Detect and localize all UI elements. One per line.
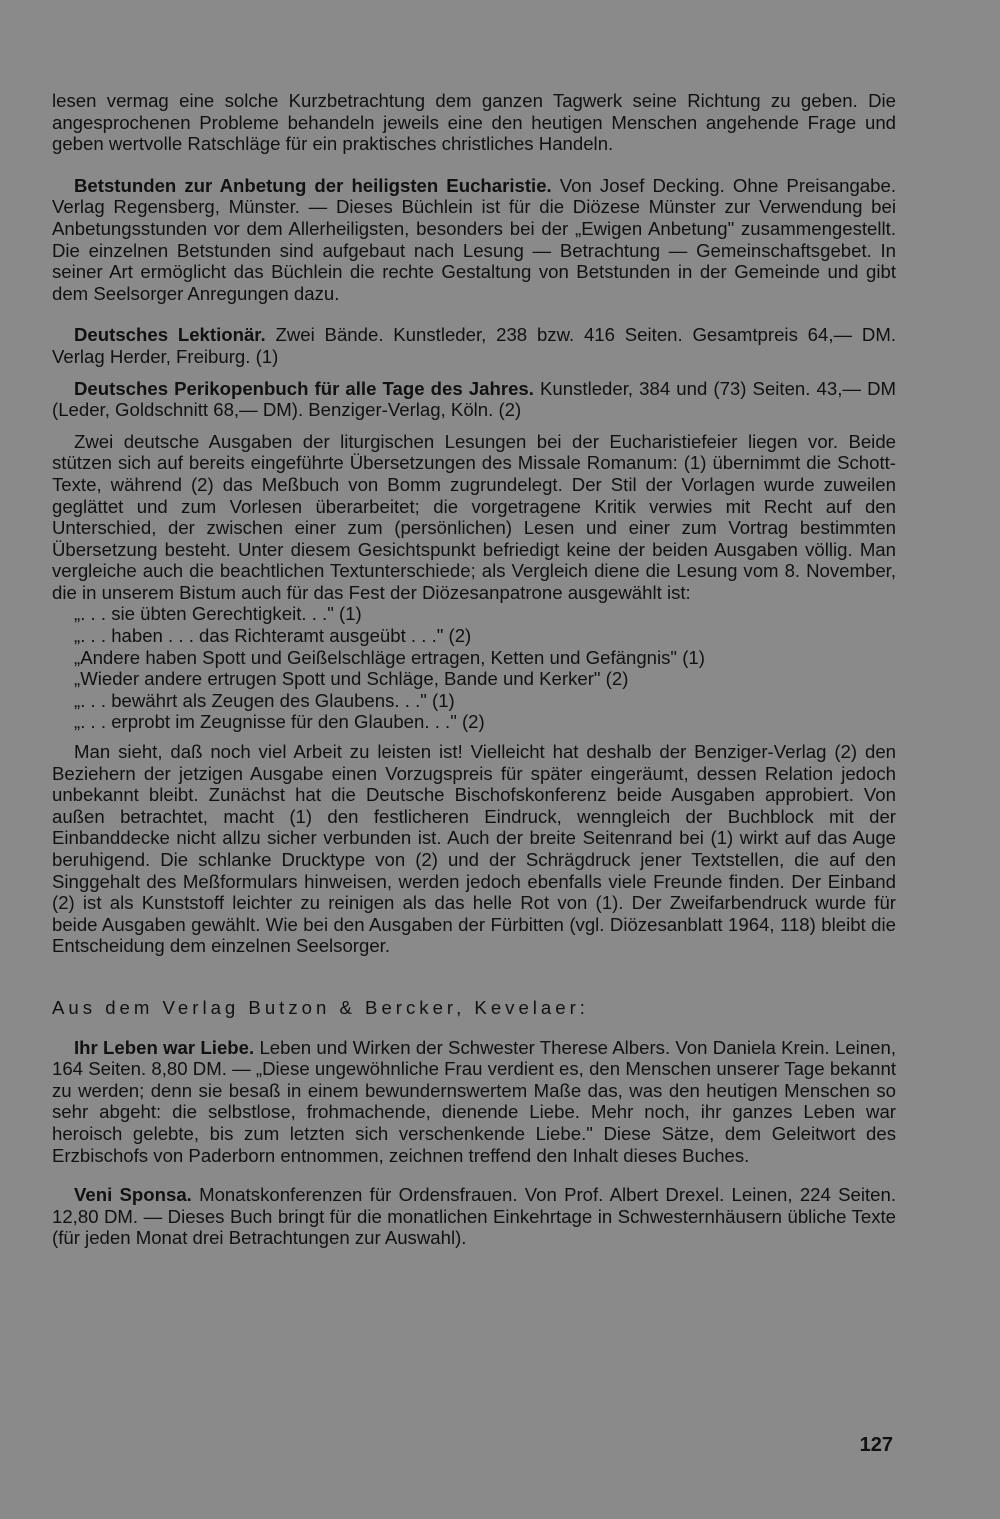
page-number: 127 xyxy=(859,1434,893,1456)
quote-item: „Andere haben Spott und Geißelschläge ertragen, Ketten und Gefängnis" (1) xyxy=(74,646,705,668)
quote-item: „. . . sie übten Gerechtigkeit. . ." (1) xyxy=(74,603,362,625)
book-title-betstunden: Betstunden zur Anbetung der heiligsten Eucharistie. xyxy=(74,174,552,196)
section-heading-publisher: Aus dem Verlag Butzon & Bercker, Kevelaer: xyxy=(52,996,589,1018)
paragraph-comparison: Zwei deutsche Ausgaben der liturgischen Lesungen bei der Eucharistiefeier liegen vor. Beide stützen sich auf bereits eingeführte Übersetzungen des Missale Romanum: (1) übernimmt die Schott-Texte, während (2) das Meßbuch von Bomm zugrundelegt. Der Stil der Vorlagen wurde zuweilen geglättet und zum Vorlesen überarbeitet; die vorgetragene Kritik verwies mit Recht auf den Unterschied, der zwischen einer zum (persönlichen) Lesen und einer zum Vortrag bestimmten Übersetzung besteht. Unter diesem Gesichtspunkt befriedigt keine der beiden Ausgaben völlig. Man vergleiche auch die beachtlichen Textunterschiede; als Vergleich diene die Lesung vom 8. November, die in unserem Bistum auch für das Fest der Diözesanpatrone ausgewählt ist: xyxy=(52,430,896,603)
review-text-lektionar: Zwei Bände. Kunstleder, 238 bzw. 416 Seiten. Gesamtpreis 64,— DM. Verlag Herder, Freiburg. (1) xyxy=(52,324,896,367)
book-title-perikopenbuch: Deutsches Perikopenbuch für alle Tage des Jahres. xyxy=(74,377,534,399)
review-text-veni-sponsa: Monatskonferenzen für Ordensfrauen. Von Prof. Albert Drexel. Leinen, 224 Seiten. 12,80 DM. — Dieses Buch bringt für die monatlichen Einkehrtage in Schwesternhäusern übliche Texte (für jeden Monat drei Betrachtungen zur Auswahl). xyxy=(52,1184,896,1249)
book-title-veni-sponsa: Veni Sponsa. xyxy=(74,1184,192,1206)
paragraph-conclusion: Man sieht, daß noch viel Arbeit zu leisten ist! Vielleicht hat deshalb der Benziger-Verlag (2) den Beziehern der jetzigen Ausgabe einen Vorzugspreis für später eingeräumt, dessen Relation jedoch unbekannt bleibt. Zunächst hat die Deutsche Bischofskonferenz beide Ausgaben approbiert. Von außen betrachtet, macht (1) den festlicheren Eindruck, wenngleich der Buchblock mit der Einbanddecke nicht allzu sicher verbunden ist. Auch der breite Seitenrand bei (1) wirkt auf das Auge beruhigend. Die schlanke Drucktype von (2) und der Schrägdruck jener Textstellen, die auf den Singgehalt des Meßformulars hinweisen, werden jedoch ebenfalls viele Freunde finden. Der Einband (2) ist als Kunststoff leichter zu reinigen als das helle Rot von (1). Der Zweifarbendruck wurde für beide Ausgaben gewählt. Wie bei den Ausgaben der Fürbitten (vgl. Diözesanblatt 1964, 118) bleibt die Entscheidung dem einzelnen Seelsorger. xyxy=(52,741,896,957)
review-text-ihr-leben: Leben und Wirken der Schwester Therese Albers. Von Daniela Krein. Leinen, 164 Seiten. 8,80 DM. — „Diese ungewöhnliche Frau verdient es, den Menschen unserer Tage bekannt zu werden; denn sie besaß in einem bewundernswertem Maße das, was den heutigen Menschen so sehr abgeht: die selbstlose, frohmachende, dienende Liebe. Mehr noch, ihr ganzes Leben war heroisch gelebte, bis zum letzten sich verschenkende Liebe." Diese Sätze, dem Geleitwort des Erzbischofs von Paderborn entnommen, zeichnen treffend den Inhalt dieses Buches. xyxy=(52,1036,896,1166)
quote-item: „. . . erprobt im Zeugnisse für den Glauben. . ." (2) xyxy=(74,711,485,733)
review-perikopenbuch xyxy=(52,378,896,421)
review-ihr-leben xyxy=(52,1037,896,1167)
book-title-ihr-leben: Ihr Leben war Liebe. xyxy=(74,1036,255,1058)
book-title-lektionar: Deutsches Lektionär. xyxy=(74,324,266,346)
review-lektionar xyxy=(52,324,896,367)
review-text-perikopenbuch: Kunstleder, 384 und (73) Seiten. 43,— DM (Leder, Goldschnitt 68,— DM). Benziger-Verlag, Köln. (2) xyxy=(52,377,896,421)
quote-item: „. . . bewährt als Zeugen des Glaubens. . ." (1) xyxy=(74,689,455,711)
review-veni-sponsa xyxy=(52,1184,896,1249)
review-betstunden xyxy=(52,175,896,305)
review-text-betstunden: Von Josef Decking. Ohne Preisangabe. Verlag Regensberg, Münster. — Dieses Büchlein ist für die Diözese Münster zur Verwendung bei Anbetungsstunden vor dem Allerheiligsten, besonders bei der „Ewigen Anbetung" zusammengestellt. Die einzelnen Betstunden sind aufgebaut nach Lesung — Betrachtung — Gemeinschaftsgebet. In seiner Art ermöglicht das Büchlein die rechte Gestaltung von Betstunden in der Gemeinde und gibt dem Seelsorger Anregungen dazu. xyxy=(52,174,896,304)
quote-item: „Wieder andere ertrugen Spott und Schläge, Bande und Kerker" (2) xyxy=(74,668,629,690)
quote-list xyxy=(52,603,896,733)
paragraph-intro-continuation: lesen vermag eine solche Kurzbetrachtung dem ganzen Tagwerk seine Richtung zu geben. Die angesprochenen Probleme behandeln jeweils eine den heutigen Menschen angehende Frage und geben wertvolle Ratschläge für ein praktisches christliches Handeln. xyxy=(52,90,896,155)
quote-item: „. . . haben . . . das Richteramt ausgeübt . . ." (2) xyxy=(74,625,472,647)
